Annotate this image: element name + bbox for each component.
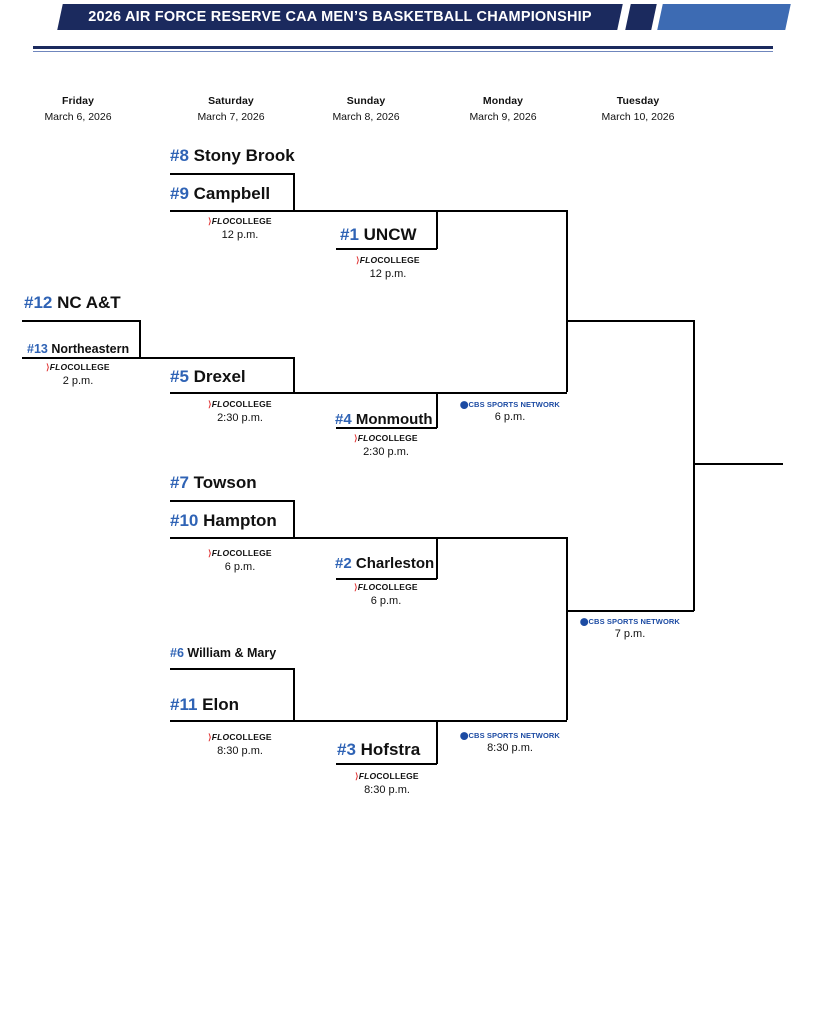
team-name: NC A&T xyxy=(57,293,121,312)
team-slot[interactable] xyxy=(170,511,277,531)
day-column-tuesday xyxy=(568,95,708,123)
bracket-line xyxy=(336,763,437,765)
day-date: March 7, 2026 xyxy=(197,111,265,123)
bracket-line xyxy=(139,320,141,358)
game-time: 8:30 p.m. xyxy=(487,742,533,754)
game-time: 7 p.m. xyxy=(614,628,646,640)
team-slot[interactable] xyxy=(170,367,246,387)
game-info xyxy=(307,771,467,796)
day-column-friday xyxy=(8,95,148,123)
team-slot[interactable] xyxy=(170,695,239,715)
bracket-line xyxy=(170,668,294,670)
team-seed: #12 xyxy=(24,293,58,312)
game-info xyxy=(306,582,466,607)
bracket-line xyxy=(693,320,695,611)
team-slot[interactable] xyxy=(170,644,276,662)
team-slot[interactable] xyxy=(335,555,434,573)
game-info xyxy=(308,255,468,280)
team-name: Drexel xyxy=(193,367,246,386)
bracket-line xyxy=(436,720,567,722)
bracket-line xyxy=(336,248,437,250)
team-slot[interactable] xyxy=(27,340,129,358)
team-slot[interactable] xyxy=(24,293,121,313)
team-slot[interactable] xyxy=(335,411,433,429)
bracket-line xyxy=(170,537,294,539)
game-info xyxy=(425,400,595,423)
bracket-line xyxy=(566,210,568,392)
bracket-line xyxy=(293,210,437,212)
team-slot[interactable] xyxy=(170,473,257,493)
team-name: Hampton xyxy=(203,511,277,530)
cbs-sports-network-icon: ⬤CBS SPORTS NETWORK xyxy=(580,617,680,626)
bracket-line xyxy=(293,668,295,721)
bracket-line xyxy=(436,392,567,394)
bracket-line xyxy=(293,392,437,394)
team-slot[interactable] xyxy=(170,184,270,204)
game-info xyxy=(160,732,320,757)
team-name: Monmouth xyxy=(355,411,433,428)
bracket-line xyxy=(139,357,171,359)
team-name: UNCW xyxy=(363,225,417,244)
day-date: March 9, 2026 xyxy=(469,111,537,123)
game-time: 6 p.m. xyxy=(224,561,256,573)
team-seed: #10 xyxy=(170,511,204,530)
flocollege-icon: ⟩FLOCOLLEGE xyxy=(208,399,272,409)
game-time: 2:30 p.m. xyxy=(363,446,409,458)
cbs-sports-network-icon: ⬤CBS SPORTS NETWORK xyxy=(460,731,560,740)
cbs-sports-network-icon: ⬤CBS SPORTS NETWORK xyxy=(460,400,560,409)
team-name: Charleston xyxy=(355,555,435,572)
game-time: 2 p.m. xyxy=(62,375,94,387)
bracket-line xyxy=(293,500,295,538)
flocollege-icon: ⟩FLOCOLLEGE xyxy=(208,732,272,742)
day-label: Friday xyxy=(61,95,95,107)
flocollege-icon: ⟩FLOCOLLEGE xyxy=(355,771,419,781)
day-label: Monday xyxy=(482,95,524,107)
team-seed: #11 xyxy=(170,695,203,714)
day-date: March 6, 2026 xyxy=(44,111,112,123)
day-label: Tuesday xyxy=(616,95,660,107)
day-date: March 8, 2026 xyxy=(332,111,400,123)
flocollege-icon: ⟩FLOCOLLEGE xyxy=(354,582,418,592)
game-info xyxy=(160,216,320,241)
bracket-line xyxy=(170,173,294,175)
team-name: Towson xyxy=(193,473,257,492)
game-info xyxy=(545,617,715,640)
page-title: 2026 AIR FORCE RESERVE CAA MEN’S BASKETBALL CHAMPIONSHIP xyxy=(88,9,592,25)
bracket-line xyxy=(22,320,140,322)
flocollege-icon: ⟩FLOCOLLEGE xyxy=(356,255,420,265)
team-seed: #9 xyxy=(170,184,194,203)
team-seed: #2 xyxy=(335,555,356,572)
bracket-line xyxy=(293,720,437,722)
page-header xyxy=(0,0,831,58)
bracket-line xyxy=(566,610,694,612)
game-time: 12 p.m. xyxy=(221,229,259,241)
flocollege-icon: ⟩FLOCOLLEGE xyxy=(46,362,110,372)
day-column-monday xyxy=(433,95,573,123)
team-seed: #7 xyxy=(170,473,194,492)
team-seed: #8 xyxy=(170,146,194,165)
team-slot[interactable] xyxy=(170,146,295,166)
bracket-line xyxy=(566,320,694,322)
bracket-line xyxy=(170,500,294,502)
team-seed: #3 xyxy=(337,740,361,759)
bracket-line xyxy=(693,463,783,465)
team-name: Stony Brook xyxy=(193,146,295,165)
bracket-line xyxy=(436,210,567,212)
game-time: 12 p.m. xyxy=(369,268,407,280)
header-rule-thin xyxy=(33,51,773,52)
team-seed: #6 xyxy=(170,646,188,660)
flocollege-icon: ⟩FLOCOLLEGE xyxy=(208,548,272,558)
team-slot[interactable] xyxy=(337,740,420,760)
bracket-line xyxy=(293,537,437,539)
bracket-line xyxy=(293,357,295,393)
game-time: 2:30 p.m. xyxy=(217,412,263,424)
bracket-line xyxy=(436,537,438,579)
bracket-line xyxy=(293,173,295,211)
game-info xyxy=(306,433,466,458)
game-info xyxy=(425,731,595,754)
game-info xyxy=(160,548,320,573)
game-info xyxy=(160,399,320,424)
game-time: 6 p.m. xyxy=(370,595,402,607)
game-time: 8:30 p.m. xyxy=(217,745,263,757)
flocollege-icon: ⟩FLOCOLLEGE xyxy=(208,216,272,226)
team-seed: #5 xyxy=(170,367,194,386)
bracket-line xyxy=(170,392,294,394)
team-name: Hofstra xyxy=(360,740,421,759)
team-slot[interactable] xyxy=(340,225,417,245)
header-accent-navy xyxy=(625,4,657,30)
team-seed: #4 xyxy=(335,411,356,428)
bracket-line xyxy=(336,578,437,580)
day-column-saturday xyxy=(161,95,301,123)
team-seed: #1 xyxy=(340,225,364,244)
day-date: March 10, 2026 xyxy=(601,111,675,123)
flocollege-icon: ⟩FLOCOLLEGE xyxy=(354,433,418,443)
bracket-line xyxy=(436,537,567,539)
team-name: Campbell xyxy=(193,184,271,203)
game-info xyxy=(0,362,158,387)
team-name: William & Mary xyxy=(187,646,277,660)
team-seed: #13 xyxy=(27,342,52,356)
day-label: Saturday xyxy=(208,95,254,107)
team-name: Elon xyxy=(202,695,239,714)
header-rule-thick xyxy=(33,46,773,49)
bracket-line xyxy=(170,210,294,212)
bracket-line xyxy=(170,720,294,722)
bracket-line xyxy=(170,357,294,359)
bracket-line xyxy=(436,210,438,249)
header-accent-blue xyxy=(657,4,791,30)
day-column-sunday xyxy=(296,95,436,123)
game-time: 6 p.m. xyxy=(494,411,526,423)
day-label: Sunday xyxy=(346,95,386,107)
team-name: Northeastern xyxy=(51,342,130,356)
game-time: 8:30 p.m. xyxy=(364,784,410,796)
